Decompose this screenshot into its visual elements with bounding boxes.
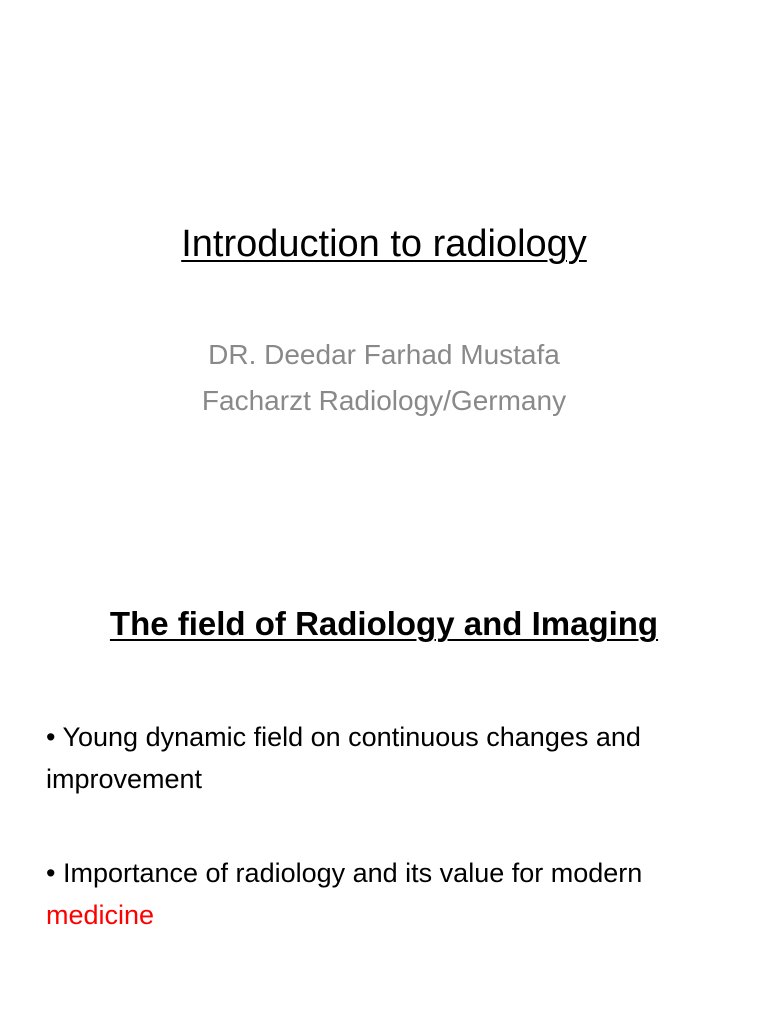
bullet-marker: • xyxy=(46,722,56,752)
bullet-text: Importance of radiology and its value for modern xyxy=(62,858,643,888)
slide-content-heading: The field of Radiology and Imaging xyxy=(109,605,659,642)
bullet-text: Young dynamic field on continuous changes and improvement xyxy=(46,722,641,794)
bullet-list xyxy=(46,716,736,988)
author-name: DR. Deedar Farhad Mustafa xyxy=(208,339,560,370)
bullet-item xyxy=(46,716,736,800)
bullet-marker: • xyxy=(46,858,56,888)
slide-title-heading: Introduction to radiology xyxy=(181,223,587,265)
author-affiliation: Facharzt Radiology/Germany xyxy=(201,385,567,416)
bullet-item xyxy=(46,852,736,936)
slide-subtitle xyxy=(0,332,768,424)
slide-content xyxy=(0,512,768,1024)
bullet-highlight: medicine xyxy=(46,900,155,930)
